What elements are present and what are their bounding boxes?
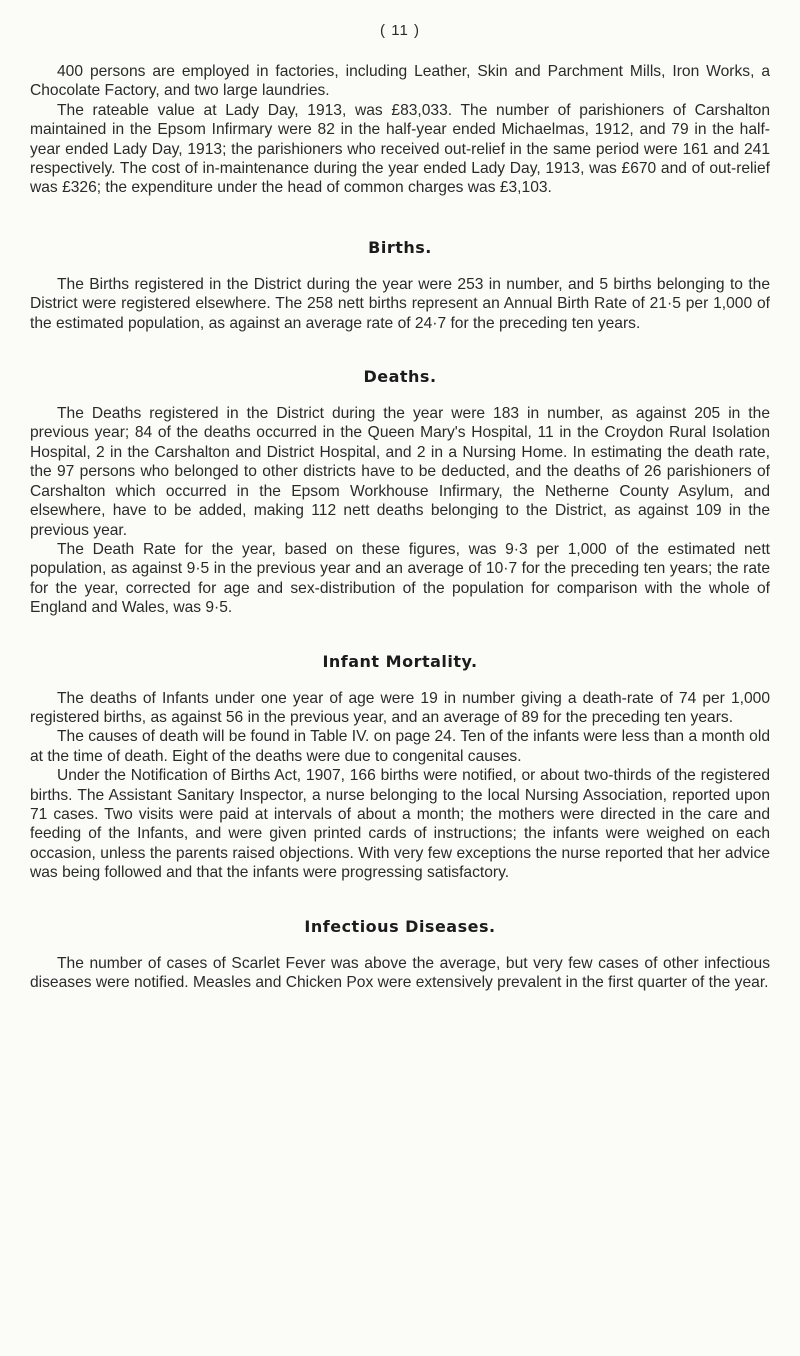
deaths-paragraph: The Death Rate for the year, based on these figures, was 9·3 per 1,000 of the estimated nett population, as against 9·5 in the previous year and an average of 10·7 for the preceding ten years; the rate for the year, corrected for age and sex-distribution of the population for comparison with the whole of England and Wales, was 9·5. (30, 540, 770, 617)
infant-mortality-paragraph: Under the Notification of Births Act, 1907, 166 births were notified, or about two-thirds of the registered births. The Assistant Sanitary Inspector, a nurse belonging to the local Nursing Association, reported upon 71 cases. Two visits were paid at intervals of about a month; the mothers were directed in the care and feeding of the Infants, and were given printed cards of instructions; the infants were weighed on each occasion, unless the parents raised objections. With very few exceptions the nurse reported that her advice was being followed and that the infants were progressing satisfactory. (30, 767, 770, 882)
page-number: ( 11 ) (380, 22, 420, 39)
deaths-heading: Deaths. (363, 367, 437, 387)
infectious-diseases-heading: Infectious Diseases. (304, 916, 496, 936)
births-paragraph: The Births registered in the District during the year were 253 in number, and 5 births belonging to the District were registered elsewhere. The 258 nett births represent an Annual Birth Rate of 21·5 per 1,000 of the estimated population, as against an average rate of 24·7 for the preceding ten years. (30, 275, 770, 332)
intro-paragraph: The rateable value at Lady Day, 1913, was £83,033. The number of parishioners of Carshalton maintained in the Epsom Infirmary were 82 in the half-year ended Michaelmas, 1912, and 79 in the half-year ended Lady Day, 1913; the parishioners who received out-relief in the same period were 161 and 241 respectively. The cost of in-maintenance during the year ended Lady Day, 1913, was £670 and of out-relief was £326; the expenditure under the head of common charges was £3,103. (30, 101, 770, 197)
deaths-section (30, 404, 770, 617)
intro-section (30, 62, 770, 198)
infant-mortality-paragraph: The deaths of Infants under one year of age were 19 in number giving a death-rate of 74 per 1,000 registered births, as against 56 in the previous year, and an average of 89 for the preceding ten years. (30, 689, 770, 726)
deaths-paragraph: The Deaths registered in the District during the year were 183 in number, as against 205 in the previous year; 84 of the deaths occurred in the Queen Mary's Hospital, 11 in the Croydon Rural Isolation Hospital, 2 in the Carshalton and District Hospital, and 2 in a Nursing Home. In estimating the death rate, the 97 persons who belonged to other districts have to be deducted, and the deaths of 26 parishioners of Carshalton which occurred in the Epsom Workhouse Infirmary, the Netherne County Asylum, and elsewhere, have to be added, making 112 nett deaths belonging to the District, as against 109 in the previous year. (30, 405, 770, 539)
infant-mortality-section (30, 689, 770, 883)
infant-mortality-heading: Infant Mortality. (322, 651, 478, 671)
births-section (30, 275, 770, 333)
infectious-diseases-paragraph: The number of cases of Scarlet Fever was above the average, but very few cases of other infectious diseases were notified. Measles and Chicken Pox were extensively prevalent in the first quarter of the year. (30, 954, 770, 991)
births-heading: Births. (368, 237, 432, 257)
infant-mortality-paragraph: The causes of death will be found in Table IV. on page 24. Ten of the infants were less than a month old at the time of death. Eight of the deaths were due to congenital causes. (30, 728, 770, 765)
intro-paragraph: 400 persons are employed in factories, including Leather, Skin and Parchment Mills, Iron Works, a Chocolate Factory, and two large laundries. (30, 63, 770, 100)
infectious-diseases-section (30, 954, 770, 993)
document-page (30, 0, 770, 992)
